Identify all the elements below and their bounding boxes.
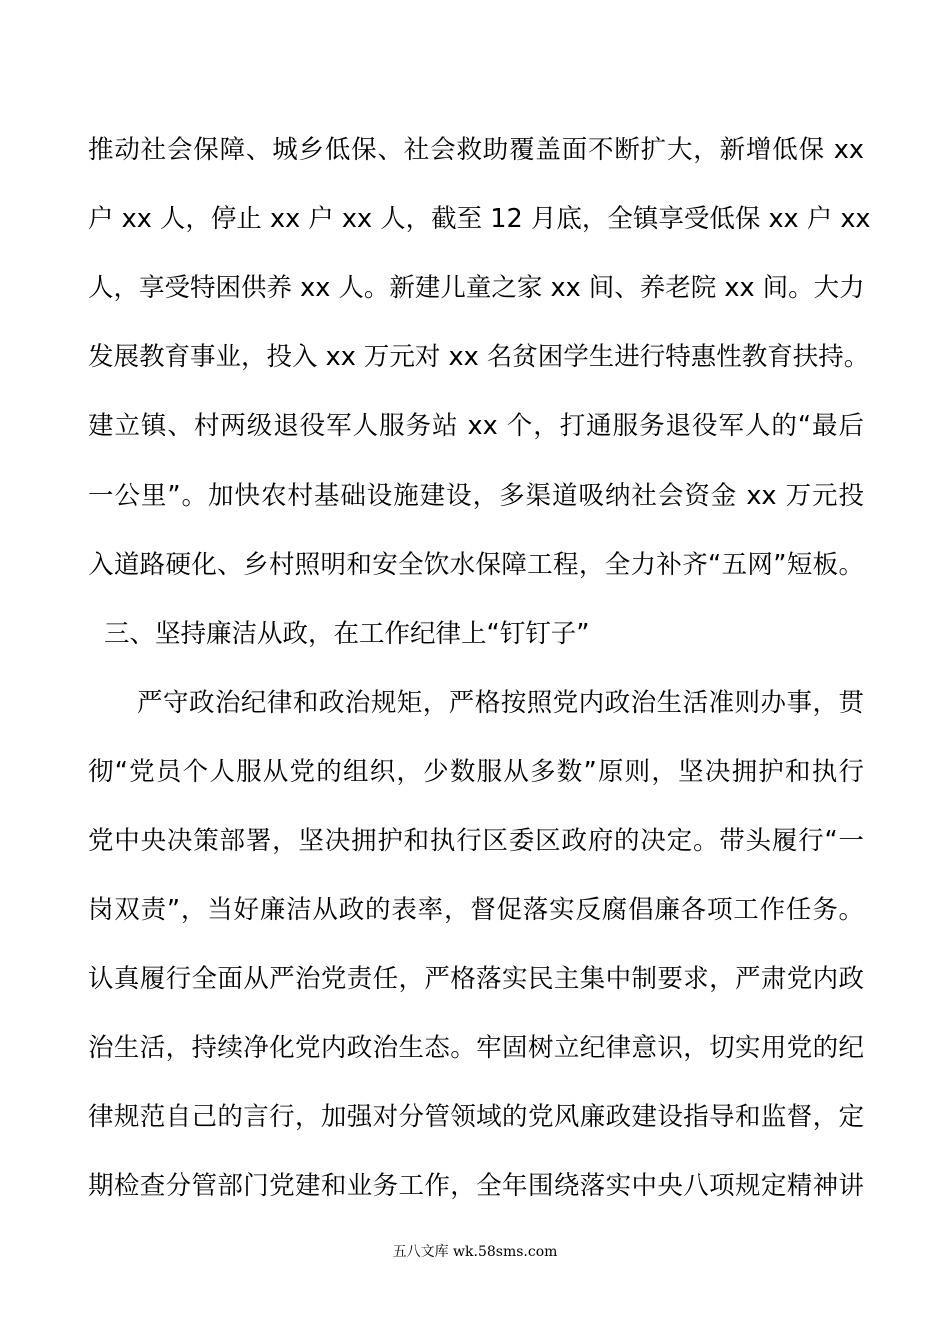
text-line: 一公里”。加快农村基础设施建设，多渠道吸纳社会资金 xx 万元投 bbox=[88, 481, 864, 511]
text-line: 发展教育事业，投入 xx 万元对 xx 名贫困学生进行特惠性教育扶持。 bbox=[88, 342, 870, 372]
text-line: 入道路硬化、乡村照明和安全饮水保障工程，全力补齐“五网”短板。 bbox=[88, 550, 864, 580]
text-line: 户 xx 人，停止 xx 户 xx 人，截至 12 月底，全镇享受低保 xx 户 xx bbox=[88, 204, 871, 234]
page-footer-watermark: 五八文库 wk.58sms.com bbox=[392, 1244, 558, 1260]
text-line: 建立镇、村两级退役军人服务站 xx 个，打通服务退役军人的“最后 bbox=[88, 411, 864, 441]
text-line: 认真履行全面从严治党责任，严格落实民主集中制要求，严肃党内政 bbox=[88, 964, 864, 994]
text-line: 岗双责”，当好廉洁从政的表率，督促落实反腐倡廉各项工作任务。 bbox=[88, 895, 864, 925]
section-heading: 三、坚持廉洁从政，在工作纪律上“钉钉子” bbox=[104, 619, 590, 649]
text-line: 严守政治纪律和政治规矩，严格按照党内政治生活准则办事，贯 bbox=[137, 688, 864, 718]
text-line: 人，享受特困供养 xx 人。新建儿童之家 xx 间、养老院 xx 间。大力 bbox=[88, 273, 865, 303]
text-line: 彻“党员个人服从党的组织，少数服从多数”原则，坚决拥护和执行 bbox=[88, 757, 864, 787]
text-line: 期检查分管部门党建和业务工作，全年围绕落实中央八项规定精神讲 bbox=[88, 1171, 864, 1201]
text-line: 推动社会保障、城乡低保、社会救助覆盖面不断扩大，新增低保 xx bbox=[88, 135, 864, 165]
text-line: 治生活，持续净化党内政治生态。牢固树立纪律意识，切实用党的纪 bbox=[88, 1033, 864, 1063]
text-line: 律规范自己的言行，加强对分管领域的党风廉政建设指导和监督，定 bbox=[88, 1102, 864, 1132]
text-line: 党中央决策部署，坚决拥护和执行区委区政府的决定。带头履行“一 bbox=[88, 826, 864, 856]
